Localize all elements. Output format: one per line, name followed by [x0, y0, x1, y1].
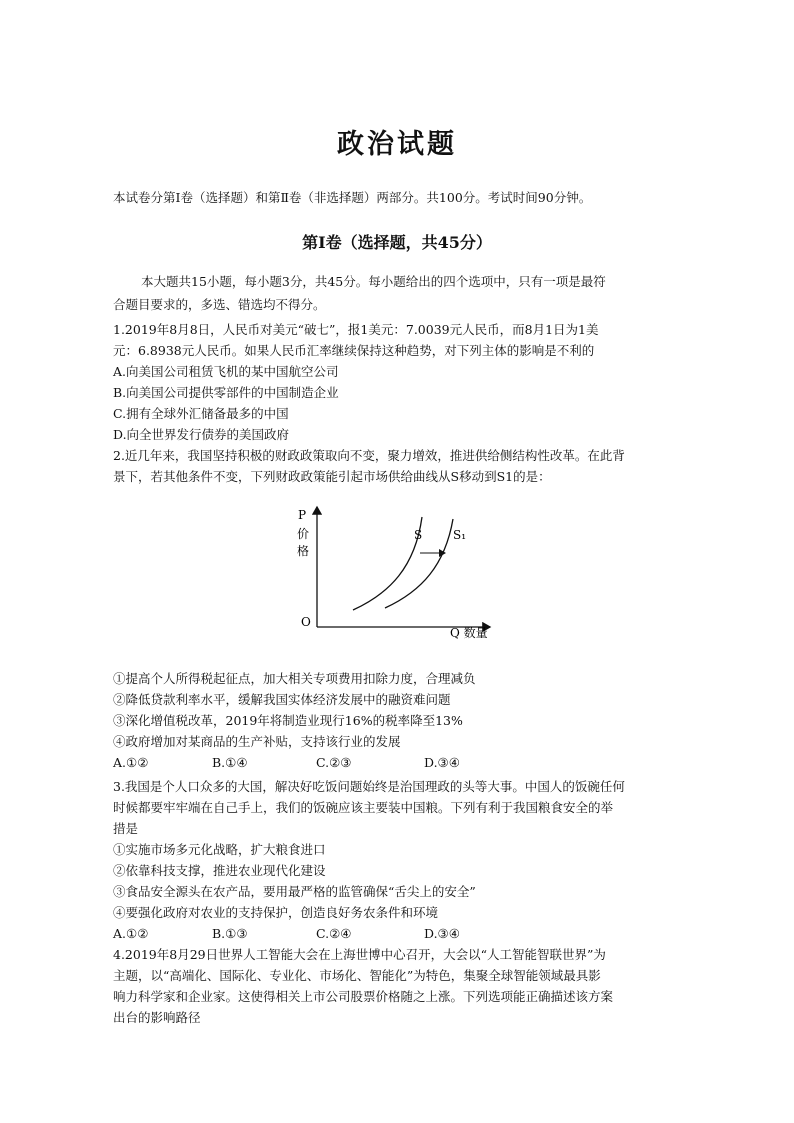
q2-item-4: ④政府增加对某商品的生产补贴，支持该行业的发展 — [113, 734, 401, 749]
supply-curve-graph — [290, 505, 510, 645]
q4-stem-line-1: 4.2019年8月29日世界人工智能大会在上海世博中心召开，大会以“人工智能智联世界”为 — [113, 947, 606, 962]
q2-item-1: ①提高个人所得税起征点，加大相关专项费用扣除力度，合理减负 — [113, 671, 476, 686]
q3-item-4: ④要强化政府对农业的支持保护，创造良好务农条件和环境 — [113, 905, 439, 920]
q1-stem-line-1: 1.2019年8月8日，人民币对美元“破七”，报1美元：7.0039元人民币，而8月1日为1美 — [113, 322, 599, 337]
curve-label-s: S — [414, 528, 423, 542]
q2-answer-a: A.①② — [113, 755, 149, 770]
y-axis-label-price-2: 格 — [297, 544, 310, 558]
q3-answer-b: B.①③ — [212, 926, 248, 941]
section-title: 第Ⅰ卷（选择题，共45分） — [302, 233, 492, 252]
q3-stem-line-3: 措是 — [113, 821, 139, 836]
q1-option-d: D.向全世界发行债券的美国政府 — [113, 427, 290, 442]
exam-intro: 本试卷分第Ⅰ卷（选择题）和第Ⅱ卷（非选择题）两部分。共100分。考试时间90分钟。 — [113, 190, 592, 205]
q4-stem-line-3: 响力科学家和企业家。这使得相关上市公司股票价格随之上涨。下列选项能正确描述该方案 — [113, 989, 614, 1004]
x-axis-label: Q 数量 — [450, 626, 488, 640]
supply-curve-s — [353, 517, 422, 610]
q1-option-a: A.向美国公司租赁飞机的某中国航空公司 — [113, 364, 339, 379]
q3-answer-d: D.③④ — [424, 926, 460, 941]
q1-option-b: B.向美国公司提供零部件的中国制造企业 — [113, 385, 339, 400]
q4-stem-line-2: 主题，以“高端化、国际化、专业化、市场化、智能化”为特色，集聚全球智能领域最具影 — [113, 968, 601, 983]
q2-answer-b: B.①④ — [212, 755, 248, 770]
q3-item-1: ①实施市场多元化战略，扩大粮食进口 — [113, 842, 326, 857]
q3-answer-a: A.①② — [113, 926, 149, 941]
y-axis-label-price-1: 价 — [297, 527, 310, 541]
instructions-line-1: 本大题共15小题，每小题3分，共45分。每小题给出的四个选项中，只有一项是最符 — [141, 274, 606, 289]
q2-item-3: ③深化增值税改革，2019年将制造业现行16%的税率降至13% — [113, 713, 463, 728]
q3-stem-line-2: 时候都要牢牢端在自己手上，我们的饭碗应该主要装中国粮。下列有利于我国粮食安全的举 — [113, 800, 614, 815]
q1-stem-line-2: 元：6.8938元人民币。如果人民币汇率继续保持这种趋势，对下列主体的影响是不利的 — [113, 343, 595, 358]
q2-answer-c: C.②③ — [316, 755, 352, 770]
q2-stem-line-2: 景下，若其他条件不变，下列财政政策能引起市场供给曲线从S移动到S1的是： — [113, 469, 551, 484]
q2-stem-line-1: 2.近几年来，我国坚持积极的财政政策取向不变，聚力增效，推进供给侧结构性改革。在此背 — [113, 448, 625, 463]
q4-stem-line-4: 出台的影响路径 — [113, 1010, 201, 1025]
page-title: 政治试题 — [337, 129, 457, 160]
instructions-line-2: 合题目要求的，多选、错选均不得分。 — [113, 297, 326, 312]
y-axis-label-p: P — [298, 508, 307, 522]
q3-answer-c: C.②④ — [316, 926, 352, 941]
q2-item-2: ②降低贷款利率水平，缓解我国实体经济发展中的融资难问题 — [113, 692, 451, 707]
q3-item-3: ③食品安全源头在农产品，要用最严格的监管确保“舌尖上的安全” — [113, 884, 476, 899]
q1-option-c: C.拥有全球外汇储备最多的中国 — [113, 406, 289, 421]
q3-item-2: ②依靠科技支撑，推进农业现代化建设 — [113, 863, 326, 878]
origin-label: O — [301, 615, 311, 629]
q3-stem-line-1: 3.我国是个人口众多的大国，解决好吃饭问题始终是治国理政的头等大事。中国人的饭碗任何 — [113, 779, 625, 794]
curve-label-s1: S₁ — [453, 528, 467, 542]
q2-answer-d: D.③④ — [424, 755, 460, 770]
